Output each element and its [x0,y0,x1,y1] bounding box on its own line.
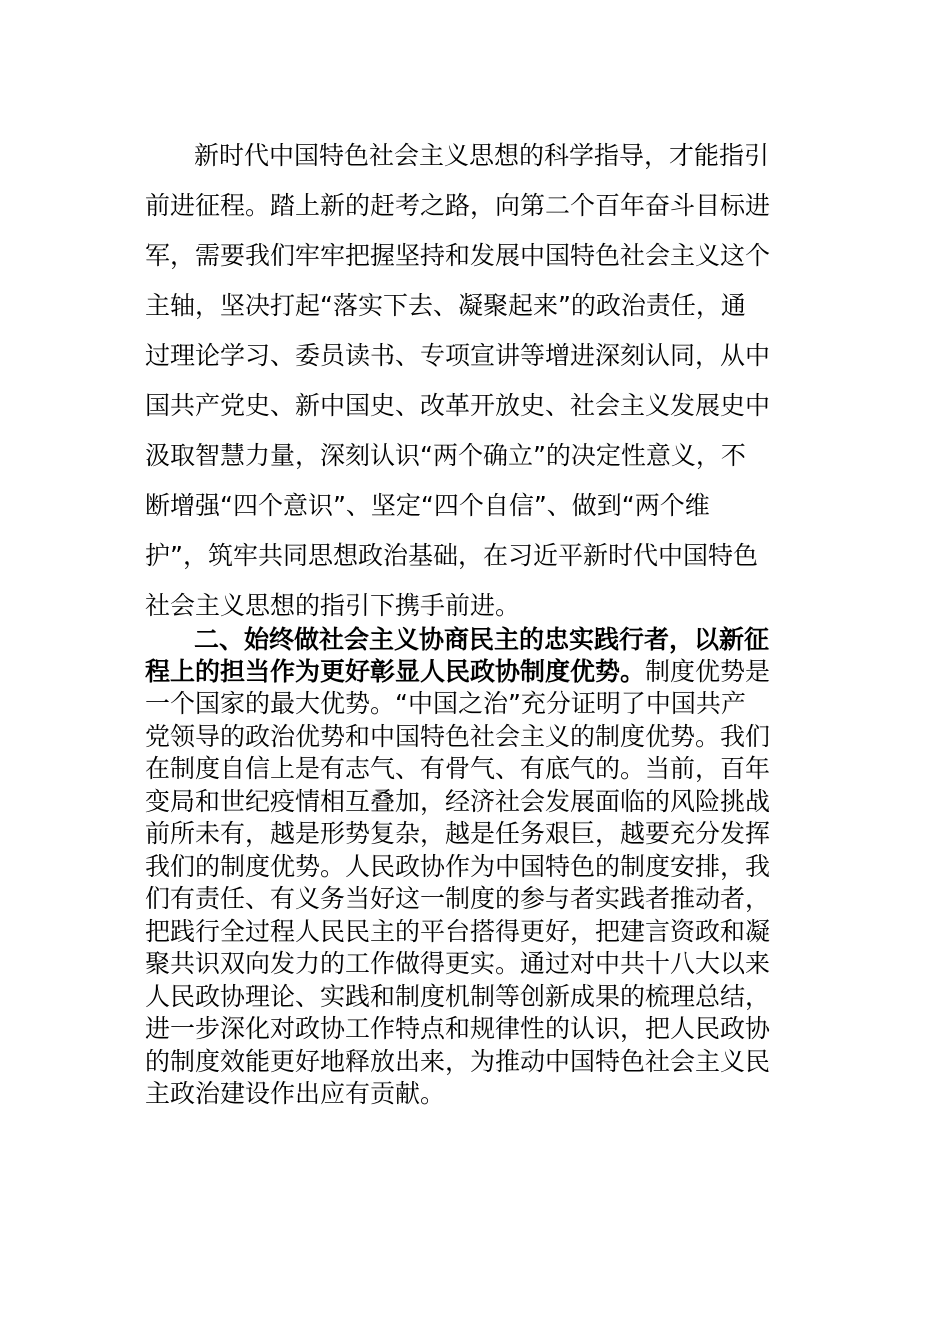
paragraph-2-line-8: 我们的制度优势。人民政协作为中国特色的制度安排，我 [145,852,771,881]
paragraph-2-line-15: 主政治建设作出应有贡献。 [145,1079,446,1108]
paragraph-2-line-9: 们有责任、有义务当好这一制度的参与者实践者推动者， [145,884,771,913]
section-heading-bold-text: 程上的担当作为更好彰显人民政协制度优势。 [145,657,646,686]
paragraph-2-line-5: 在制度自信上是有志气、有骨气、有底气的。当前，百年 [145,754,771,783]
paragraph-2-line-3: 一个国家的最大优势。“中国之治”充分证明了中国共产 [145,689,746,718]
paragraph-2-line-7: 前所未有，越是形势复杂，越是任务艰巨，越要充分发挥 [145,819,771,848]
paragraph-2-line-10: 把践行全过程人民民主的平台搭得更好，把建言资政和凝 [145,917,771,946]
paragraph-2-line-11: 聚共识双向发力的工作做得更实。通过对中共十八大以来 [145,949,771,978]
paragraph-2-line-13: 进一步深化对政协工作特点和规律性的认识，把人民政协 [145,1014,771,1043]
paragraph-1-line-9: 护”，筑牢共同思想政治基础，在习近平新时代中国特色 [145,541,758,570]
paragraph-1-line-8: 断增强“四个意识”、坚定“四个自信”、做到“两个维 [145,491,710,520]
paragraph-1-line-3: 军，需要我们牢牢把握坚持和发展中国特色社会主义这个 [145,241,771,270]
paragraph-2-line-4: 党领导的政治优势和中国特色社会主义的制度优势。我们 [145,722,771,751]
paragraph-1-line-2: 前进征程。踏上新的赶考之路，向第二个百年奋斗目标进 [145,191,771,220]
paragraph-1-line-6: 国共产党史、新中国史、改革开放史、社会主义发展史中 [145,391,771,420]
paragraph-1-line-7: 汲取智慧力量，深刻认识“两个确立”的决定性意义，不 [145,441,746,470]
paragraph-2-line-6: 变局和世纪疫情相互叠加，经济社会发展面临的风险挑战 [145,787,771,816]
paragraph-2-line-14: 的制度效能更好地释放出来，为推动中国特色社会主义民 [145,1047,771,1076]
paragraph-1-line-1: 新时代中国特色社会主义思想的科学指导，才能指引 [194,141,770,170]
paragraph-1-line-4: 主轴，坚决打起“落实下去、凝聚起来”的政治责任，通 [145,291,746,320]
paragraph-1-line-5: 过理论学习、委员读书、专项宣讲等增进深刻认同，从中 [145,341,771,370]
section-heading-line-1: 二、始终做社会主义协商民主的忠实践行者，以新征 [194,625,770,654]
paragraph-2-line-12: 人民政协理论、实践和制度机制等创新成果的梳理总结， [145,982,771,1011]
section-heading-line-2 [145,655,770,688]
section-heading-body-text: 制度优势是 [645,657,771,686]
paragraph-1-line-10: 社会主义思想的指引下携手前进。 [145,591,521,620]
